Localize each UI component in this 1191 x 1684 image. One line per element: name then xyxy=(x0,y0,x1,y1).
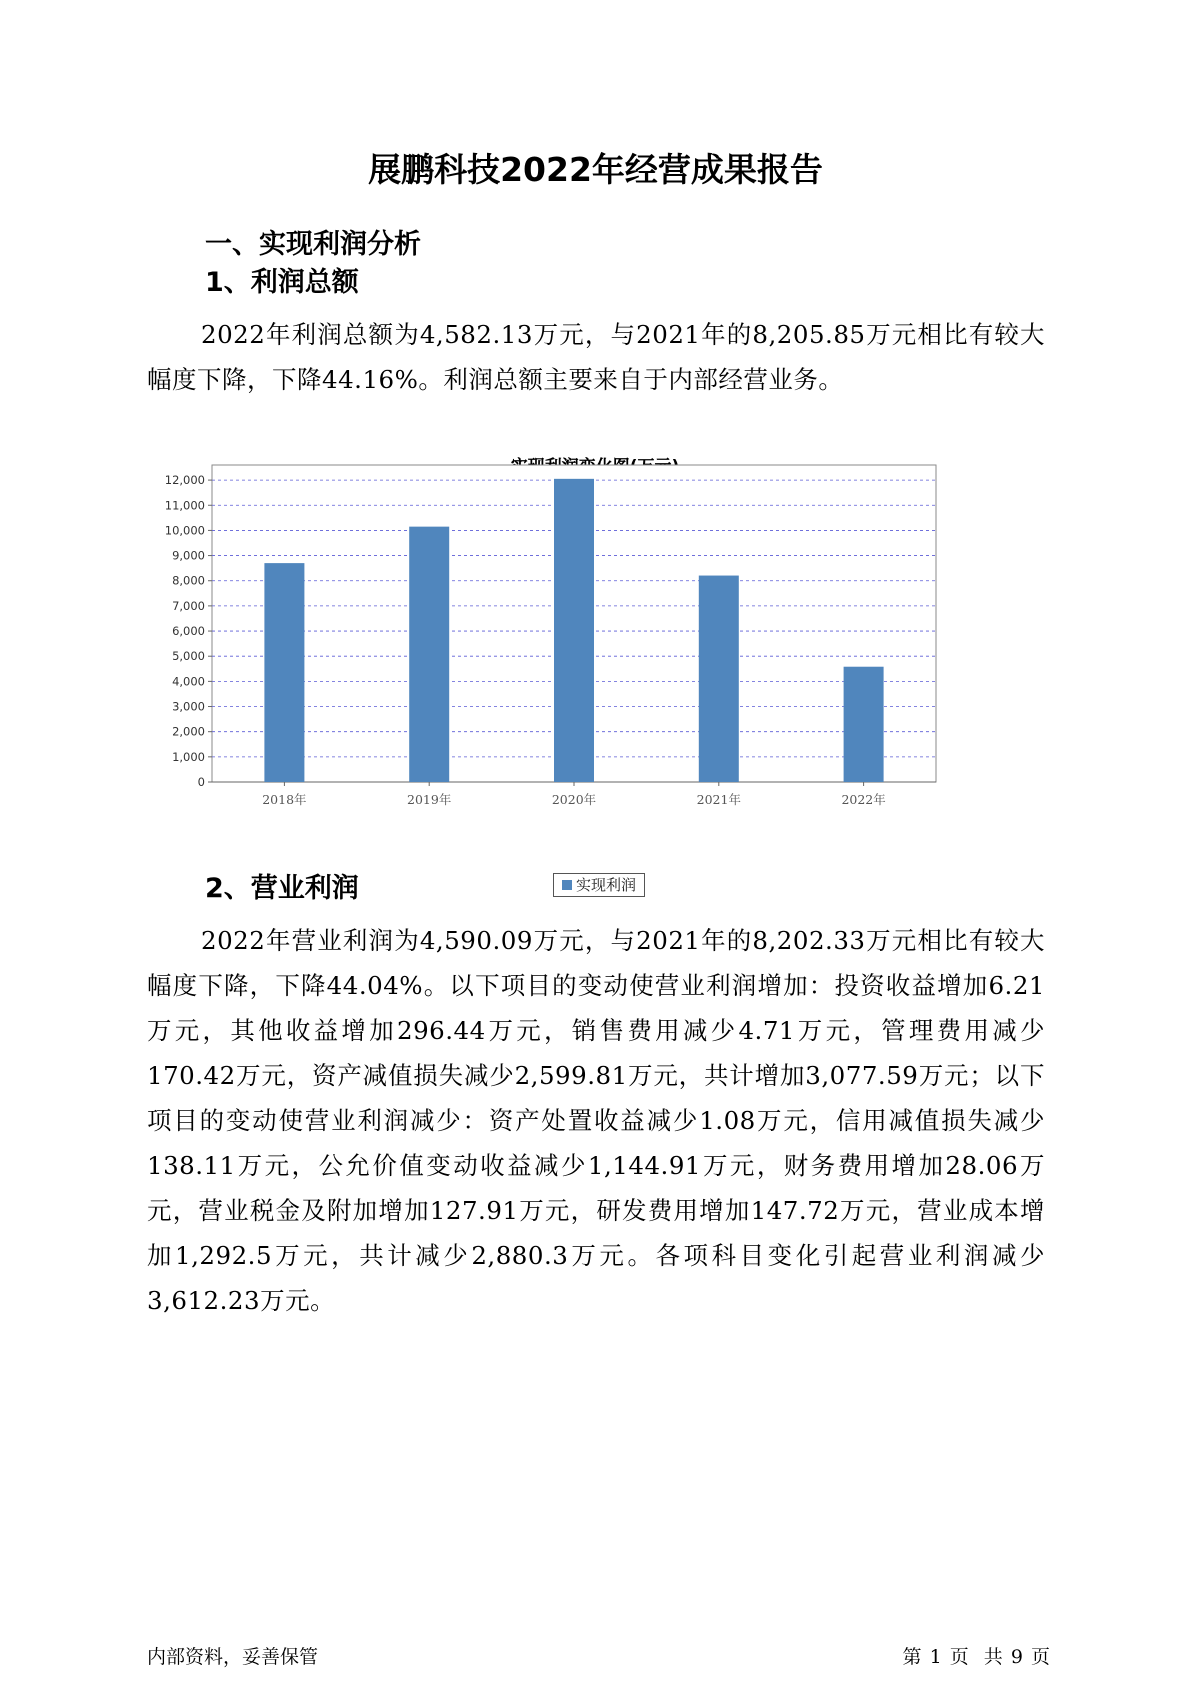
y-tick-label: 1,000 xyxy=(172,749,205,764)
page-suffix: 页 xyxy=(1030,1646,1051,1668)
legend-swatch xyxy=(562,880,572,890)
footer-confidential-note: 内部资料，妥善保管 xyxy=(147,1646,319,1668)
bar-4 xyxy=(699,576,739,782)
chart-legend xyxy=(553,873,645,897)
page-total: 9 xyxy=(1010,1646,1024,1668)
y-tick-label: 2,000 xyxy=(172,724,205,739)
page-title: 展鹏科技2022年经营成果报告 xyxy=(368,150,823,189)
subsection-heading-total-profit: 1、利润总额 xyxy=(205,267,359,298)
x-tick-label: 2021年 xyxy=(696,792,741,807)
page-prefix: 第 xyxy=(902,1646,923,1668)
y-tick-label: 6,000 xyxy=(172,624,205,639)
x-tick-label: 2022年 xyxy=(841,792,886,807)
bar-2 xyxy=(409,527,449,782)
y-tick-label: 7,000 xyxy=(172,598,205,613)
x-tick-label: 2020年 xyxy=(551,792,597,807)
x-tick-label: 2018年 xyxy=(262,792,307,807)
y-tick-label: 10,000 xyxy=(164,523,205,538)
y-tick-label: 9,000 xyxy=(172,548,205,563)
section-heading-profit-analysis: 一、实现利润分析 xyxy=(205,229,421,260)
x-tick-label: 2019年 xyxy=(407,792,452,807)
y-tick-label: 11,000 xyxy=(164,498,205,513)
bar-5 xyxy=(844,667,884,782)
profit-bar-chart xyxy=(160,455,1030,915)
bar-3 xyxy=(554,479,594,782)
total-profit-paragraph: 2022年利润总额为4,582.13万元，与2021年的8,205.85万元相比有较大幅度下降，下降44.16%。利润总额主要来自于内部经营业务。 xyxy=(147,320,1045,394)
legend-label: 实现利润 xyxy=(575,875,636,894)
operating-profit-paragraph: 2022年营业利润为4,590.09万元，与2021年的8,202.33万元相比有较大幅度下降，下降44.04%。以下项目的变动使营业利润增加：投资收益增加6.21万元，其他收益增加296.44万元，销售费用减少4.71万元，管理费用减少170.42万元，资产减值损失减少2,599.81万元，共计增加3,077.59万元；以下项目的变动使营业利润减少：资产处置收益减少1.08万元，信用减值损失减少138.11万元，公允价值变动收益减少1,144.91万元，财务费用增加28.06万元，营业税金及附加增加127.91万元，研发费用增加147.72万元，营业成本增加1,292.5万元，共计减少2,880.3万元。各项科目变化引起营业利润减少3,612.23万元。 xyxy=(147,926,1045,1315)
page-mid: 页 共 xyxy=(949,1646,1004,1668)
y-tick-label: 5,000 xyxy=(172,649,205,664)
footer-page-indicator xyxy=(903,1644,1052,1670)
bar-1 xyxy=(264,563,304,782)
page-number: 1 xyxy=(929,1646,943,1668)
y-tick-label: 4,000 xyxy=(172,674,205,689)
chart-canvas xyxy=(160,455,1030,875)
y-tick-label: 12,000 xyxy=(164,473,205,488)
y-tick-label: 8,000 xyxy=(172,573,205,588)
y-tick-label: 0 xyxy=(197,775,205,789)
y-tick-label: 3,000 xyxy=(172,699,205,714)
subsection-heading-operating-profit: 2、营业利润 xyxy=(205,873,359,904)
